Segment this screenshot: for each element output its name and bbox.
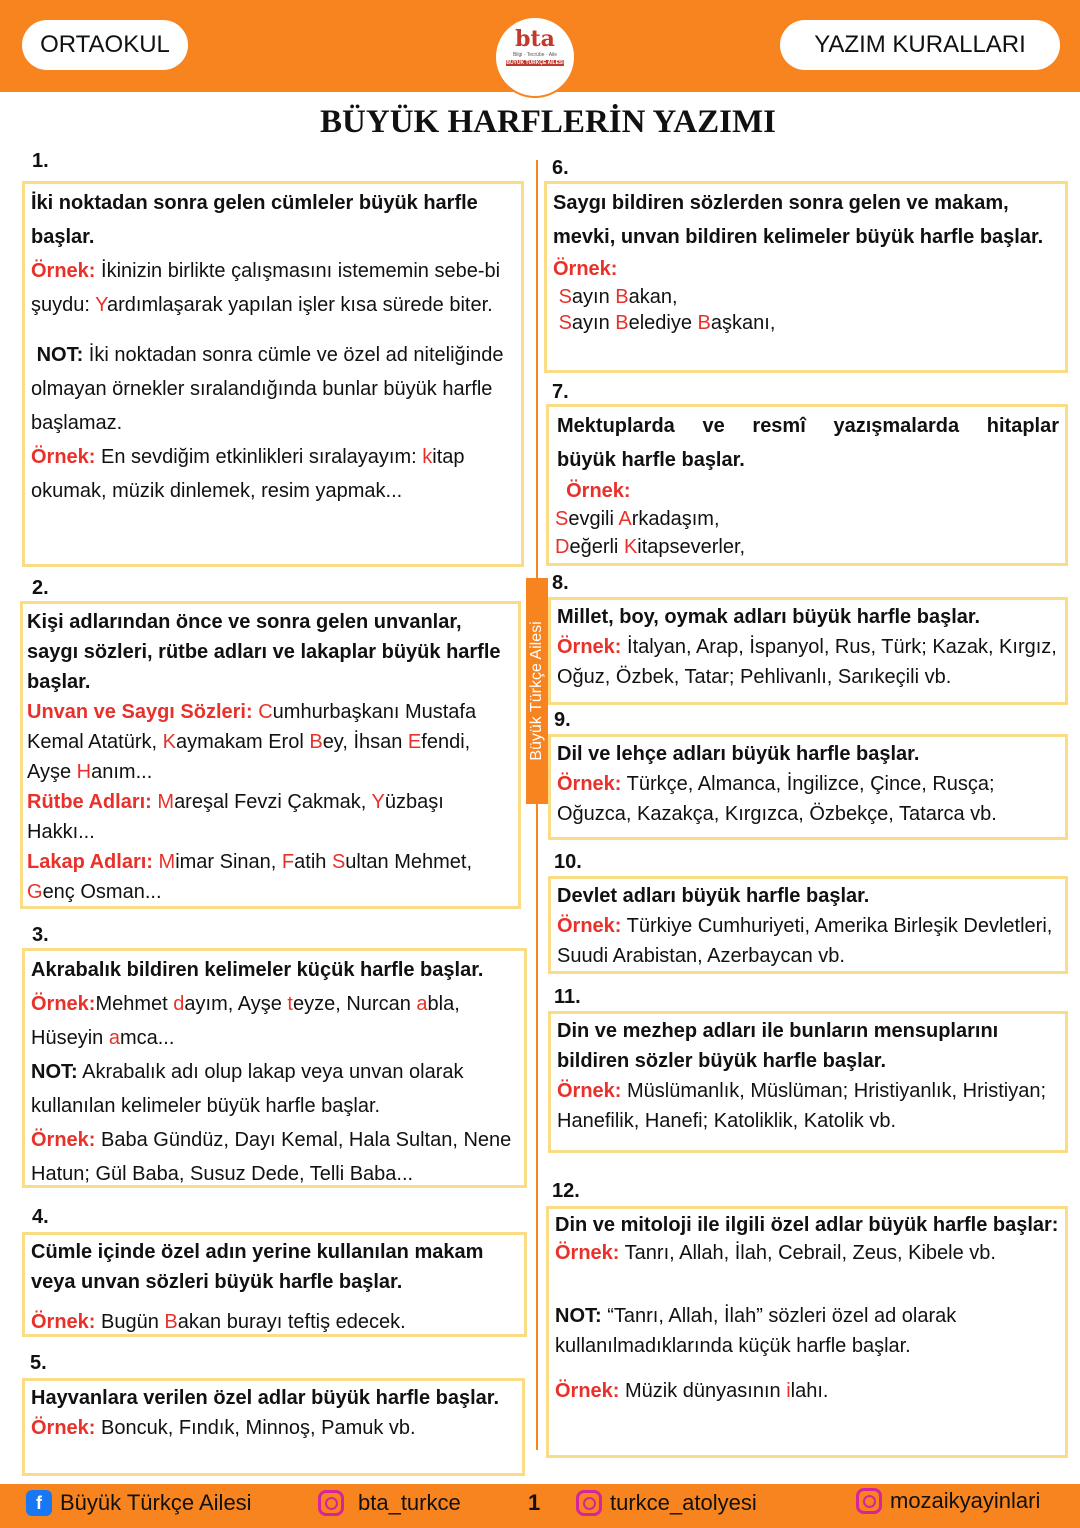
section-10-example [557,911,1059,971]
section-7-rule-1: Mektuplarda ve resmî yazışmalarda hitaplar [557,415,1059,437]
highlight-letter: B [697,312,711,334]
example-text: bla, Hüseyin [31,993,460,1049]
highlight-letter: M [157,791,175,813]
section-9-box [548,734,1068,840]
section-5-box [22,1378,525,1476]
example-text: Bugün [95,1311,165,1333]
example-text: İkinizin birlikte çalışmasını istememin sebe-bi şuydu: [31,260,501,316]
section-1-box [22,181,524,567]
section-5-example [31,1413,516,1443]
bta-logo [494,16,576,98]
example-label: Örnek: [555,1242,620,1264]
section-7-number: 7. [552,381,569,403]
section-7-example-label [555,477,1059,505]
example-text: ultan Mehmet, [345,851,473,873]
highlight-letter: i [786,1380,791,1402]
example-text: mca... [119,1027,175,1049]
section-6-example-2 [553,310,1059,336]
section-10-number: 10. [554,851,582,873]
note-label: NOT: [36,344,84,366]
example-text: aymakam Erol [175,731,310,753]
instagram-link-1[interactable] [318,1490,461,1516]
section-1-rule: İki noktadan sonra gelen cümleler büyük harfle başlar. [31,192,478,248]
instagram-icon [856,1488,882,1514]
section-11-number: 11. [554,986,581,1008]
highlight-letter: Y [95,294,107,316]
highlight-letter: S [558,286,572,308]
example-text: üzbaşı Hakkı... [27,791,444,843]
section-4-example [31,1307,518,1337]
section-3-number: 3. [32,924,49,946]
instagram-icon [318,1490,344,1516]
page-number: 1 [528,1490,541,1515]
example-text: ayın [571,312,616,334]
section-1-note [31,338,515,440]
section-4-number: 4. [32,1206,49,1228]
section-11-box [548,1011,1068,1153]
example-text: itap okumak, müzik dinlemek, resim yapmak... [31,446,465,502]
section-6-rule: Saygı bildiren sözlerden sonra gelen ve makam, mevki, unvan bildiren kelimeler büyük harfle başlar. [553,192,1044,248]
example-text: İtalyan, Arap, İspanyol, Rus, Türk; Kazak, Kırgız, Oğuz, Özbek, Tatar; Pehlivanlı, Sarıkeçili vb. [557,636,1057,688]
section-1-example [31,254,515,322]
section-1-example-2 [31,440,515,508]
section-5-number: 5. [30,1352,47,1374]
section-3-box [22,948,527,1188]
section-7-rule-2: büyük harfle başlar. [557,449,745,471]
example-text: En sevdiğim etkinlikleri sıralayayım: [95,446,423,468]
example-label: Örnek: [31,993,96,1015]
example-label: Örnek: [31,260,96,282]
example-text: Boncuk, Fındık, Minnoş, Pamuk vb. [95,1417,416,1439]
example-text: akan burayı teftiş edecek. [177,1311,406,1333]
example-text: Türkiye Cumhuriyeti, Amerika Birleşik Devletleri, Suudi Arabistan, Azerbaycan vb. [557,915,1053,967]
section-4-rule: Cümle içinde özel adın yerine kullanılan makam veya unvan sözleri büyük harfle başlar. [31,1241,484,1293]
example-text: eğerli [569,536,624,558]
highlight-letter: B [615,286,629,308]
section-6-example-1 [553,284,1059,310]
section-2-rule: Kişi adlarından önce ve sonra gelen unvanlar, saygı sözleri, rütbe adları ve lakaplar büyük harfle başlar. [27,611,501,693]
example-label: Lakap Adları: [27,851,153,873]
section-2-box [20,601,521,909]
example-label: Örnek: [31,1129,96,1151]
section-3-rule: Akrabalık bildiren kelimeler küçük harfle başlar. [31,959,484,981]
section-12-note [555,1301,1059,1361]
facebook-icon: f [26,1490,52,1516]
example-label: Örnek: [31,1311,96,1333]
example-text: umhurbaşkanı Mustafa Kemal Atatürk, [27,701,477,753]
example-text: ayım, Ayşe [184,993,288,1015]
highlight-letter: M [158,851,176,873]
example-text: Müslümanlık, Müslüman; Hristiyanlık, Hristiyan; Hanefilik, Hanefi; Katoliklik, Katolik vb. [557,1080,1047,1132]
example-text: imar Sinan, [175,851,282,873]
section-8-rule: Millet, boy, oymak adları büyük harfle başlar. [557,606,981,628]
example-text: ardımlaşarak yapılan işler kısa sürede biter. [106,294,493,316]
example-label: Örnek: [566,480,631,502]
highlight-letter: A [618,508,632,530]
section-9-example [557,769,1059,829]
instagram-link-3[interactable] [856,1488,1040,1514]
section-9-number: 9. [554,709,571,731]
section-8-example [557,632,1059,692]
highlight-letter: t [287,993,293,1015]
example-label: Örnek: [31,446,96,468]
example-text: lahı. [790,1380,829,1402]
example-text: fendi, Ayşe [27,731,471,783]
highlight-letter: B [164,1311,178,1333]
section-9-rule: Dil ve lehçe adları büyük harfle başlar. [557,743,920,765]
note-text: “Tanrı, Allah, İlah” sözleri özel ad olarak kullanılmadıklarında küçük harfle başlar. [555,1305,957,1357]
section-2-rutbe [27,787,514,847]
section-7-example-2 [555,533,1059,561]
instagram-icon [576,1490,602,1516]
section-8-number: 8. [552,572,569,594]
highlight-letter: H [76,761,92,783]
example-label: Örnek: [557,915,622,937]
topic-pill: YAZIM KURALLARI [780,20,1060,70]
highlight-letter: S [558,312,572,334]
instagram-label: turkce_atolyesi [610,1490,757,1515]
highlight-letter: C [258,701,273,723]
logo-text: bta [515,26,555,52]
facebook-label: Büyük Türkçe Ailesi [60,1490,252,1515]
example-label: Örnek: [31,1417,96,1439]
example-label: Örnek: [557,1080,622,1102]
highlight-letter: d [173,993,185,1015]
example-text: aşkanı, [710,312,776,334]
example-text: ayın [571,286,616,308]
note-text: Akrabalık adı olup lakap veya unvan olarak kullanılan kelimeler büyük harfle başlar. [31,1061,464,1117]
example-text: elediye [628,312,698,334]
side-tag [526,578,548,804]
highlight-letter: F [281,851,295,873]
example-text: areşal Fevzi Çakmak, [174,791,372,813]
example-text: evgili [568,508,619,530]
section-5-rule: Hayvanlara verilen özel adlar büyük harfle başlar. [31,1387,499,1409]
highlight-letter: B [309,731,323,753]
example-text: rkadaşım, [631,508,720,530]
facebook-link[interactable] [26,1490,252,1516]
highlight-letter: E [407,731,422,753]
section-7-example-1 [555,505,1059,533]
section-8-box [548,597,1068,705]
section-6-box [544,181,1068,373]
example-label: Örnek: [553,258,618,280]
note-label: NOT: [31,1061,78,1083]
section-2-unvan [27,697,514,787]
example-text: Türkçe, Almanca, İngilizce, Çince, Rusça; Oğuzca, Kazakça, Kırgızca, Özbekçe, Tatarca vb. [557,773,997,825]
highlight-letter: K [162,731,176,753]
section-12-box [546,1206,1068,1458]
highlight-letter: B [615,312,629,334]
note-text: İki noktadan sonra cümle ve özel ad niteliğinde olmayan örnekler sıralandığında bunlar büyük harfle başlamaz. [31,344,504,434]
example-label: Unvan ve Saygı Sözleri: [27,701,253,723]
example-text: anım... [91,761,153,783]
highlight-letter: G [27,881,43,903]
section-6-number: 6. [552,157,569,179]
page-title: BÜYÜK HARFLERİN YAZIMI [320,104,776,140]
example-text: eyze, Nurcan [292,993,417,1015]
highlight-letter: k [422,446,433,468]
section-2-number: 2. [32,577,49,599]
section-4-box [22,1232,527,1337]
section-12-rule: Din ve mitoloji ile ilgili özel adlar büyük harfle başlar: [555,1214,1059,1236]
section-11-rule: Din ve mezhep adları ile bunların mensuplarını bildiren sözler büyük harfle başlar. [557,1020,999,1072]
section-10-box [548,876,1068,974]
highlight-letter: D [555,536,570,558]
example-text: enç Osman... [42,881,162,903]
level-pill: ORTAOKUL [22,20,188,70]
instagram-link-2[interactable] [576,1490,757,1516]
example-text: Müzik dünyasının [619,1380,787,1402]
example-text: Baba Gündüz, Dayı Kemal, Hala Sultan, Nene Hatun; Gül Baba, Susuz Dede, Telli Baba... [31,1129,512,1185]
example-label: Rütbe Adları: [27,791,152,813]
example-label: Örnek: [555,1380,620,1402]
highlight-letter: S [331,851,346,873]
highlight-letter: a [416,993,428,1015]
highlight-letter: a [108,1027,120,1049]
side-tag-text: Büyük Türkçe Ailesi [528,621,545,761]
section-3-example [31,987,518,1055]
section-12-number: 12. [552,1180,580,1202]
section-12-example [555,1239,1059,1267]
example-label: Örnek: [557,636,622,658]
instagram-label: bta_turkce [358,1490,461,1515]
highlight-letter: Y [371,791,385,813]
example-text: itapseverler, [637,536,746,558]
section-11-example [557,1076,1059,1136]
section-12-example-2 [555,1377,1059,1405]
example-text: akan, [628,286,678,308]
note-label: NOT: [555,1305,602,1327]
section-6-example-label [553,254,1059,284]
example-text: Mehmet [95,993,174,1015]
logo-subtitle: Bilgi · Tecrübe · Aile [512,52,558,58]
example-label: Örnek: [557,773,622,795]
header-bar [0,0,1080,92]
logo-band: BÜYÜK TÜRKÇE AİLESİ [506,60,564,66]
section-7-box [546,404,1068,566]
highlight-letter: S [555,508,569,530]
instagram-label: mozaikyayinlari [890,1488,1041,1513]
example-text: ey, İhsan [322,731,408,753]
section-10-rule: Devlet adları büyük harfle başlar. [557,885,870,907]
column-divider [536,160,538,1450]
section-2-lakap [27,847,514,907]
highlight-letter: K [623,536,638,558]
section-3-note [31,1055,518,1123]
example-text: Tanrı, Allah, İlah, Cebrail, Zeus, Kibele vb. [619,1242,996,1264]
example-text: atih [294,851,332,873]
section-3-example-2 [31,1123,518,1191]
section-1-number: 1. [32,150,49,172]
